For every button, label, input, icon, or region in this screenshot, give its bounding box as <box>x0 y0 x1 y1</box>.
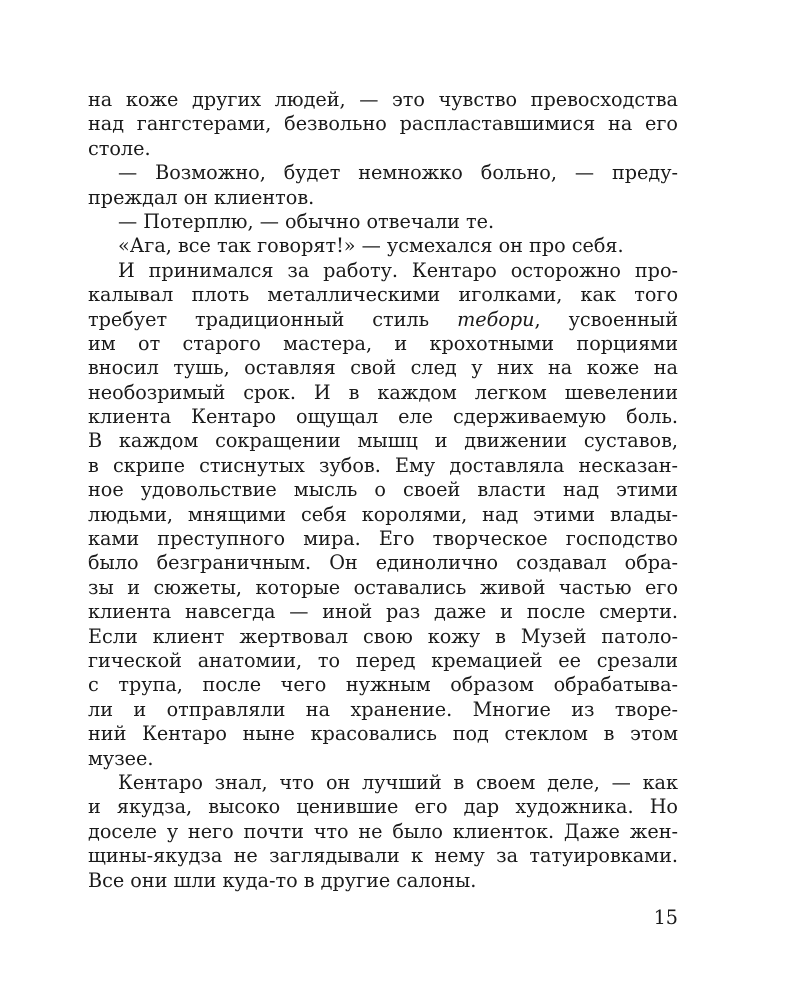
text-line: «Ага, все так говорят!» — усмехался он про себя. <box>118 234 624 258</box>
text-line <box>88 308 678 332</box>
text-line: — Потерплю, — обычно отвечали те. <box>118 209 495 233</box>
text-line: калывал плоть металлическими иголками, как того <box>88 283 678 307</box>
body-text <box>88 88 678 893</box>
text-line: клиента навсегда — иной раз даже и после смерти. <box>88 600 678 624</box>
text-line: зы и сюжеты, которые оставались живой частью его <box>88 575 678 599</box>
italic-term: тебори <box>457 307 535 331</box>
text-line: ное удовольствие мысль о своей власти над этими <box>88 478 678 502</box>
text-line: на коже других людей, — это чувство превосходства <box>88 88 678 111</box>
text-line: над гангстерами, безвольно распластавшимися на его <box>88 112 678 136</box>
text-segment: , усвоенный <box>534 307 678 331</box>
text-line: В каждом сокращении мышц и движении суставов, <box>88 429 678 453</box>
text-line: с трупа, после чего нужным образом обрабатыва- <box>88 673 678 697</box>
text-line: в скрипе стиснутых зубов. Ему доставляла несказан- <box>88 453 678 477</box>
text-line: им от старого мастера, и крохотными порциями <box>88 331 678 355</box>
page-number: 15 <box>653 906 678 929</box>
text-line: преждал он клиентов. <box>88 185 315 209</box>
text-line: было безграничным. Он единолично создавал обра- <box>88 551 678 575</box>
text-line: вносил тушь, оставляя свой след у них на коже на <box>88 356 678 380</box>
text-line: Все они шли куда-то в другие салоны. <box>88 868 477 892</box>
text-line: столе. <box>88 136 151 160</box>
text-line: и якудза, высоко ценившие его дар художника. Но <box>88 795 678 819</box>
text-line: клиента Кентаро ощущал еле сдерживаемую боль. <box>88 405 678 429</box>
text-line: Если клиент жертвовал свою кожу в Музей патоло- <box>88 624 678 648</box>
text-line: ками преступного мира. Его творческое господство <box>88 527 678 551</box>
text-line: — Возможно, будет немножко больно, — преду- <box>118 161 678 185</box>
text-line: Кентаро знал, что он лучший в своем деле, — как <box>118 770 678 794</box>
text-line: ний Кентаро ныне красовались под стеклом в этом <box>88 722 678 746</box>
text-line: людьми, мнящими себя королями, над этими влады- <box>88 502 678 526</box>
text-line: музее. <box>88 746 154 770</box>
text-line: доселе у него почти что не было клиенток. Даже жен- <box>88 819 678 843</box>
text-line: И принимался за работу. Кентаро осторожно про- <box>118 258 678 282</box>
text-line: щины-якудза не заглядывали к нему за татуировками. <box>88 844 678 868</box>
text-line: гической анатомии, то перед кремацией ее срезали <box>88 648 678 672</box>
text-segment: требует традиционный стиль <box>88 307 430 331</box>
text-line: необозримый срок. И в каждом легком шевелении <box>88 380 678 404</box>
text-line: ли и отправляли на хранение. Многие из творе- <box>88 697 678 721</box>
